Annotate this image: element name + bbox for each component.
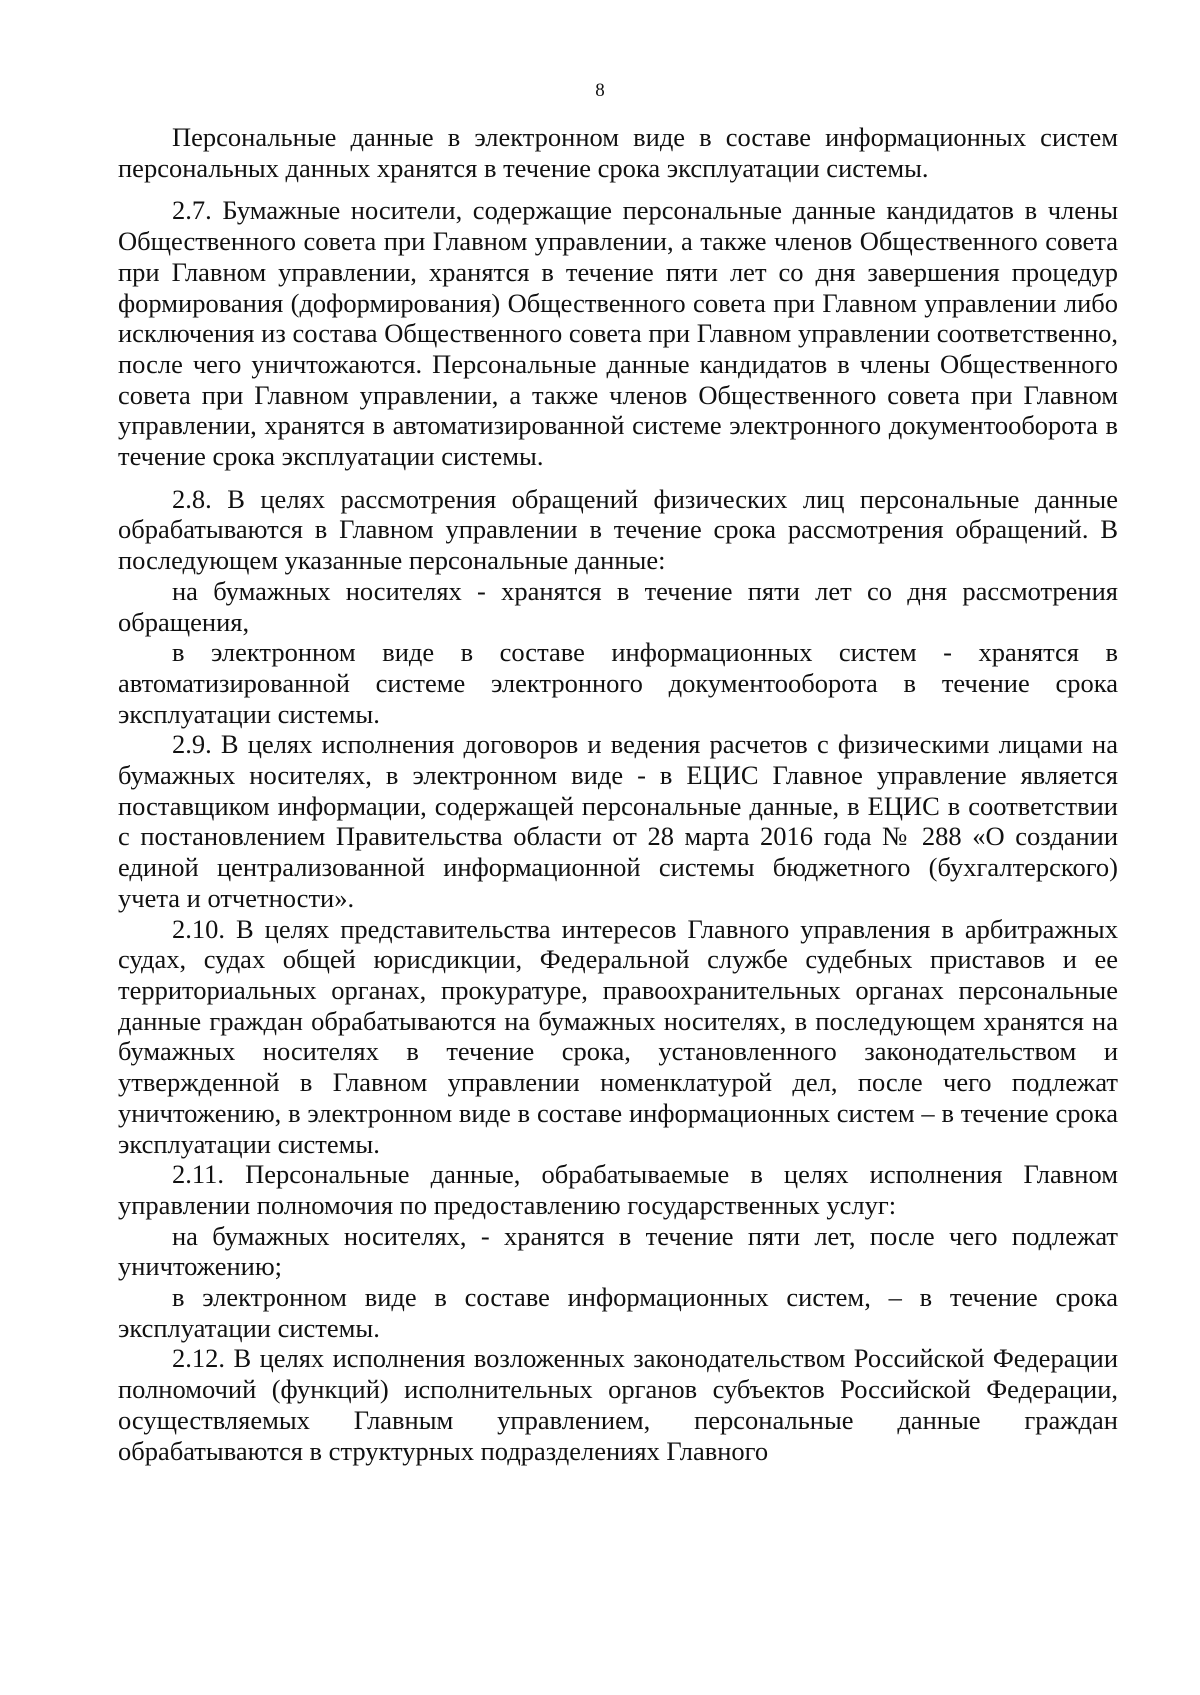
paragraph-2-11-electronic: в электронном виде в составе информационных систем, – в течение срока эксплуатации системы. [118,1282,1118,1343]
paragraph-2-9: 2.9. В целях исполнения договоров и ведения расчетов с физическими лицами на бумажных носителях, в электронном виде - в ЕЦИС Главное управление является поставщиком информации, содержащей персональные данные, в ЕЦИС в соответствии с постановлением Правительства области от 28 марта 2016 года № 288 «О создании единой централизованной информационной системы бюджетного (бухгалтерского) учета и отчетности». [118,729,1118,913]
document-body [118,122,1118,1466]
paragraph-2-7: 2.7. Бумажные носители, содержащие персональные данные кандидатов в члены Общественного совета при Главном управлении, а также членов Общественного совета при Главном управлении, хранятся в течение пяти лет со дня завершения процедур формирования (доформирования) Общественного совета при Главном управлении либо исключения из состава Общественного совета при Главном управлении соответственно, после чего уничтожаются. Персональные данные кандидатов в члены Общественного совета при Главном управлении, а также членов Общественного совета при Главном управлении, хранятся в автоматизированной системе электронного документооборота в течение срока эксплуатации системы. [118,195,1118,472]
paragraph-2-8-paper: на бумажных носителях - хранятся в течение пяти лет со дня рассмотрения обращения, [118,575,1118,637]
paragraph-2-10: 2.10. В целях представительства интересов Главного управления в арбитражных судах, судах общей юрисдикции, Федеральной службе судебных приставов и ее территориальных органах, прокуратуре, правоохранительных органах персональные данные граждан обрабатываются на бумажных носителях, в последующем хранятся на бумажных носителях в течение срока, установленного законодательством и утвержденной в Главном управлении номенклатурой дел, после чего подлежат уничтожению, в электронном виде в составе информационных систем – в течение срока эксплуатации системы. [118,913,1118,1159]
page-number: 8 [595,80,605,101]
paragraph-storage-electronic: Персональные данные в электронном виде в составе информационных систем персональных данных хранятся в течение срока эксплуатации системы. [118,122,1118,183]
paragraph-2-11: 2.11. Персональные данные, обрабатываемые в целях исполнения Главном управлении полномочия по предоставлению государственных услуг: [118,1159,1118,1220]
paragraph-2-12: 2.12. В целях исполнения возложенных законодательством Российской Федерации полномочий (функций) исполнительных органов субъектов Российской Федерации, осуществляемых Главным управлением, персональные данные граждан обрабатываются в структурных подразделениях Главного [118,1343,1118,1466]
paragraph-2-11-paper: на бумажных носителях, - хранятся в течение пяти лет, после чего подлежат уничтожению; [118,1220,1118,1282]
paragraph-2-8: 2.8. В целях рассмотрения обращений физических лиц персональные данные обрабатываются в Главном управлении в течение срока рассмотрения обращений. В последующем указанные персональные данные: [118,483,1118,576]
paragraph-2-8-electronic: в электронном виде в составе информационных систем - хранятся в автоматизированной системе электронного документооборота в течение срока эксплуатации системы. [118,637,1118,729]
